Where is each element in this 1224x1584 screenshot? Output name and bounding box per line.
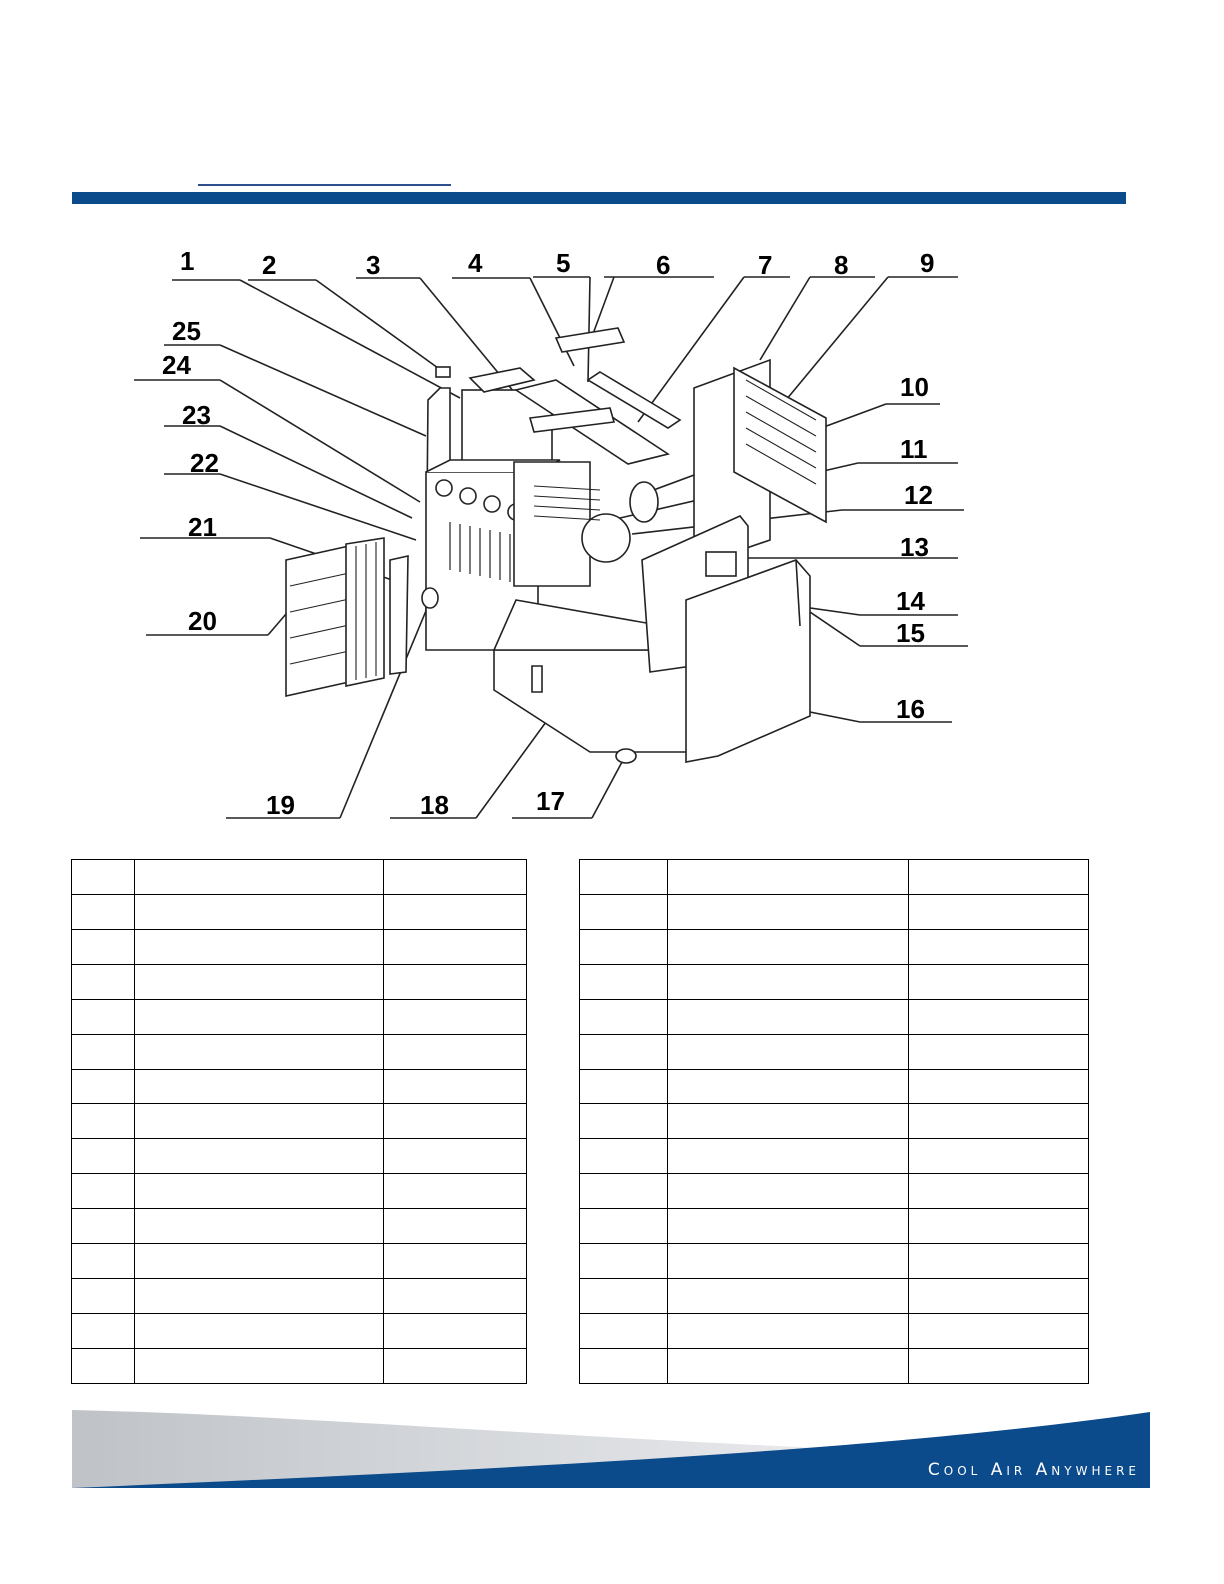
callout-number: 12 <box>904 480 933 510</box>
callout-number: 18 <box>420 790 449 820</box>
callout-number: 17 <box>536 786 565 816</box>
callout-number: 4 <box>468 248 483 278</box>
table-row <box>72 1348 1089 1383</box>
callout-number: 25 <box>172 316 201 346</box>
callout-number: 9 <box>920 248 935 278</box>
callout-number: 20 <box>188 606 217 636</box>
callout-number: 14 <box>896 586 925 616</box>
table-row <box>72 1034 1089 1069</box>
table-row <box>72 894 1089 929</box>
table-row <box>72 1209 1089 1244</box>
callout-number: 23 <box>182 400 211 430</box>
table-row <box>72 964 1089 999</box>
header-bar <box>72 192 1126 204</box>
table-row <box>72 1069 1089 1104</box>
table-row <box>72 1174 1089 1209</box>
table-row <box>72 1104 1089 1139</box>
table-row <box>72 860 1089 895</box>
table-row <box>72 1313 1089 1348</box>
callout-number: 19 <box>266 790 295 820</box>
callout-number: 1 <box>180 246 195 276</box>
callout-number: 8 <box>834 250 849 280</box>
table-row <box>72 1244 1089 1279</box>
callout-number: 11 <box>900 434 928 464</box>
callout-number: 6 <box>656 250 671 280</box>
callout-number: 5 <box>556 248 571 278</box>
brand-tagline: Cool Air Anywhere <box>927 1460 1140 1480</box>
callout-number: 22 <box>190 448 219 478</box>
callout-number: 10 <box>900 372 929 402</box>
callout-number: 15 <box>896 618 925 648</box>
table-row <box>72 1139 1089 1174</box>
callout-number: 2 <box>262 250 277 280</box>
header-link-underline <box>198 184 451 186</box>
table-row <box>72 929 1089 964</box>
callout-number: 24 <box>162 350 191 380</box>
footer-banner <box>72 1410 1150 1490</box>
callout-number: 7 <box>758 250 773 280</box>
exploded-parts-diagram <box>120 240 1000 840</box>
table-row <box>72 999 1089 1034</box>
table-row <box>72 1279 1089 1314</box>
callout-number: 3 <box>366 250 381 280</box>
callout-number: 13 <box>900 532 929 562</box>
callout-number: 21 <box>188 512 217 542</box>
parts-list-table <box>71 859 1089 1384</box>
callout-number: 16 <box>896 694 925 724</box>
